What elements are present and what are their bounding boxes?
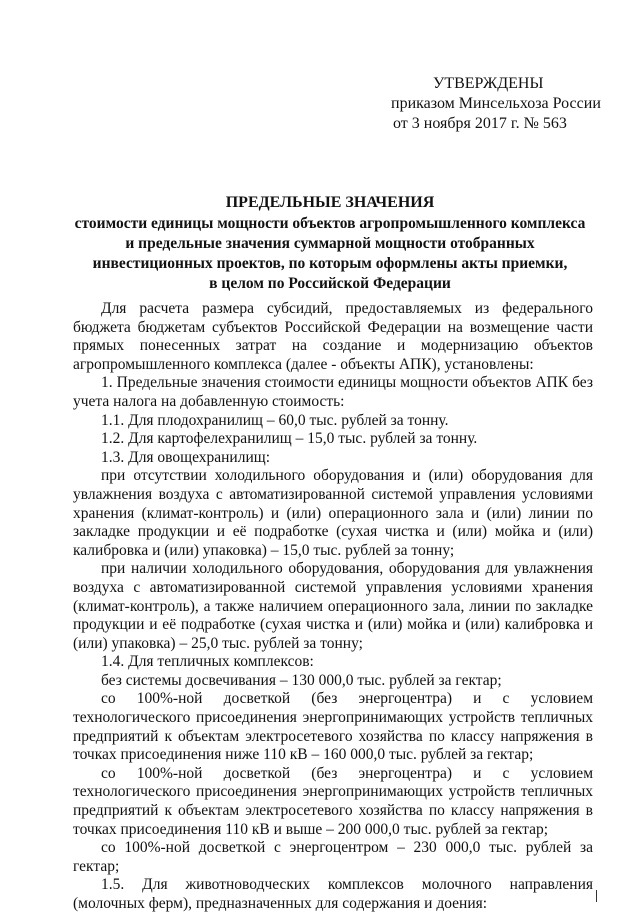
paragraph-1-4: 1.4. Для тепличных комплексов: [101, 653, 314, 671]
document-title [60, 193, 600, 294]
approval-stamp [380, 74, 630, 134]
paragraph-intro: Для расчета размера субсидий, предоставляемых из федерального бюджета бюджетам субъектов Российской Федерации на возмещение части прямых понесенных затрат на создание и модернизацию объектов агропромышленного комплекса (далее - объекты АПК), установлены: [73, 300, 593, 373]
paragraph-1: 1. Предельные значения стоимости единицы мощности объектов АПК без учета налога на добавленную стоимость: [73, 374, 593, 410]
paragraph-1-3-b: при наличии холодильного оборудования, оборудования для увлажнения воздуха с автоматизированной системой управления условиями хранения (климат-контроль), а также наличием операционного зала, линии по закладке продукции и её подработке (сухая чистка и (или) мойка и (или) калибровка и (или) упаковка) – 25,0 тыс. рублей за тонну; [73, 560, 593, 652]
title-line-4: в целом по Российской Федерации [209, 275, 451, 292]
paragraph-1-5: 1.5. Для животноводческих комплексов молочного направления (молочных ферм), предназначенных для содержания и доения: [73, 876, 593, 912]
title-line-1: стоимости единицы мощности объектов агропромышленного комплекса [74, 215, 586, 232]
title-line-2: и предельные значения суммарной мощности отобранных [125, 235, 535, 252]
title-main: ПРЕДЕЛЬНЫЕ ЗНАЧЕНИЯ [225, 194, 435, 211]
paragraph-1-4-d: со 100%-ной досветкой с энергоцентром – 230 000,0 тыс. рублей за гектар; [73, 839, 593, 875]
paragraph-1-4-b: со 100%-ной досветкой (без энергоцентра) и с условием технологического присоединения энергопринимающих устройств тепличных предприятий к объектам электросетевого хозяйства по классу напряжения в точках присоединения ниже 110 кВ – 160 000,0 тыс. рублей за гектар; [73, 690, 593, 764]
approval-heading: УТВЕРЖДЕНЫ [433, 75, 544, 92]
paragraph-1-4-a: без системы досвечивания – 130 000,0 тыс. рублей за гектар; [101, 671, 502, 689]
paragraph-1-3-a: при отсутствии холодильного оборудования и (или) оборудования для увлажнения воздуха с автоматизированной системой управления условиями хранения (климат-контроль) и (или) операционного зала и (или) линии по закладке продукции и её подработке (сухая чистка и (или) мойка и (или) калибровка и (или) упаковка) – 15,0 тыс. рублей за тонну; [73, 467, 593, 559]
approval-order: приказом Минсельхоза России [391, 95, 601, 112]
title-line-3: инвестиционных проектов, по которым оформлены акты приемки, [92, 255, 568, 272]
paragraph-1-1: 1.1. Для плодохранилищ – 60,0 тыс. рублей за тонну. [101, 411, 449, 429]
paragraph-1-4-c: со 100%-ной досветкой (без энергоцентра) и с условием технологического присоединения энергопринимающих устройств тепличных предприятий к объектам электросетевого хозяйства по классу напряжения в точках присоединения 110 кВ и выше – 200 000,0 тыс. рублей за гектар; [73, 764, 593, 838]
paragraph-1-2: 1.2. Для картофелехранилищ – 15,0 тыс. рублей за тонну. [101, 430, 478, 448]
approval-date-number: от 3 ноября 2017 г. № 563 [393, 115, 567, 132]
document-body [73, 300, 593, 914]
scan-mark [596, 890, 597, 902]
paragraph-1-3: 1.3. Для овощехранилищ: [101, 448, 271, 466]
